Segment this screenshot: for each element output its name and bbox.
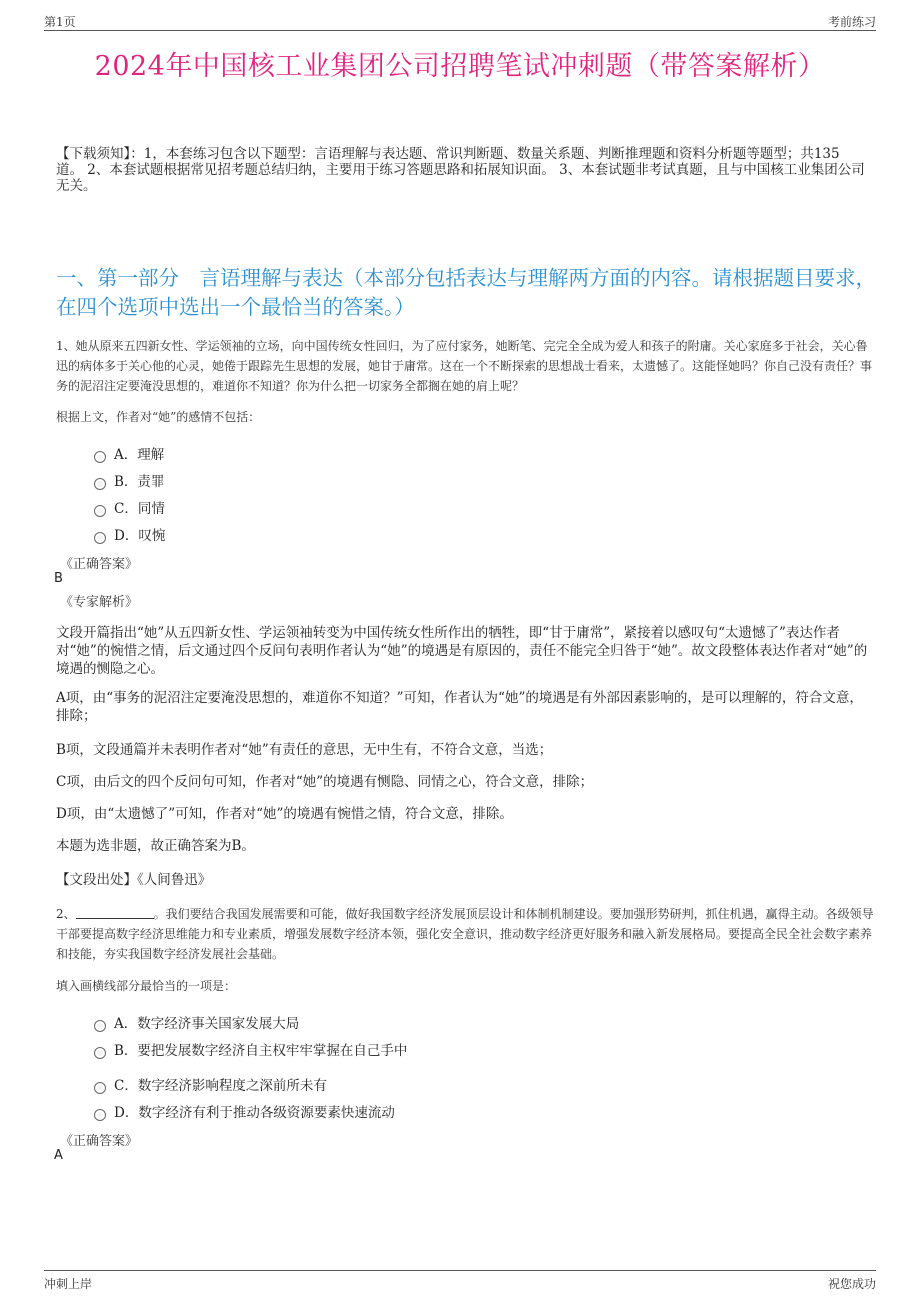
page-footer — [44, 1270, 876, 1295]
section-heading: 一、第一部分 言语理解与表达（本部分包括表达与理解两方面的内容。请根据题目要求，在四个选项中选出一个最恰当的答案。） — [56, 266, 876, 319]
header-tag: 考前练习 — [827, 15, 876, 29]
q1-analysis-d: D项，由“太遗憾了”可知，作者对“她”的境遇有惋惜之情，符合文意，排除。 — [56, 806, 513, 822]
q1-analysis-b: B项，文段通篇并未表明作者对“她”有责任的意思，无中生有，不符合文意，当选； — [56, 742, 553, 758]
radio-icon[interactable] — [94, 1047, 106, 1059]
q1-passage: 1、她从原来五四新女性、学运领袖的立场，向中国传统女性回归，为了应付家务，她断笔、完完全全成为爱人和孩子的附庸。关心家庭多于社会，关心鲁迅的病体多于关心他的心灵，她倦于跟踪先生思想的发展，她甘于庸常。这在一个不断探索的思想战士看来，太遗憾了。这能怪她吗？你自己没有责任？事务的泥沼注定要淹没思想的，难道你不知道？你为什么把一切家务全都搁在她的肩上呢？ — [56, 339, 873, 393]
q2-number: 2、 — [56, 907, 76, 921]
q1-option-d[interactable] — [94, 524, 165, 544]
q1-answer-label: 《正确答案》 — [60, 557, 139, 572]
q2-answer-label: 《正确答案》 — [60, 1134, 139, 1149]
option-label: C．同情 — [114, 501, 165, 517]
option-label: C．数字经济影响程度之深前所未有 — [114, 1078, 327, 1094]
option-label: B．要把发展数字经济自主权牢牢掌握在自己手中 — [114, 1043, 408, 1059]
radio-icon[interactable] — [94, 1109, 106, 1121]
q2-passage-text: 。我们要结合我国发展需要和可能，做好我国数字经济发展顶层设计和体制机制建设。要加强形势研判，抓住机遇，赢得主动。各级领导干部要提高数字经济思维能力和专业素质，增强发展数字经济本领，强化安全意识，推动数字经济更好服务和融入新发展格局。要提高全民全社会数字素养和技能，夯实我国数字经济发展社会基础。 — [56, 907, 874, 961]
radio-icon[interactable] — [94, 1082, 106, 1094]
q1-source: 【文段出处】《人间鲁迅》 — [56, 872, 212, 888]
q1-analysis-a: A项，由“事务的泥沼注定要淹没思想的，难道你不知道？”可知，作者认为“她”的境遇是有外部因素影响的，是可以理解的，符合文意，排除； — [56, 690, 863, 724]
q2-option-d[interactable] — [94, 1101, 395, 1121]
option-label: D．叹惋 — [114, 528, 166, 544]
q1-analysis-intro: 文段开篇指出“她”从五四新女性、学运领袖转变为中国传统女性所作出的牺牲，即“甘于庸常”，紧接着以感叹句“太遗憾了”表达作者对“她”的惋惜之情，后文通过四个反问句表明作者认为“她”的境遇是有原因的，责任不能完全归咎于“她”。故文段整体表达作者对“她”的境遇的恻隐之心。 — [56, 625, 868, 677]
option-label: D．数字经济有利于推动各级资源要素快速流动 — [114, 1105, 395, 1121]
radio-icon[interactable] — [94, 451, 106, 463]
radio-icon[interactable] — [94, 1020, 106, 1032]
q2-option-c[interactable] — [94, 1074, 327, 1094]
radio-icon[interactable] — [94, 505, 106, 517]
q1-analysis-c: C项，由后文的四个反问句可知，作者对“她”的境遇有恻隐、同情之心，符合文意，排除； — [56, 774, 594, 790]
radio-icon[interactable] — [94, 478, 106, 490]
q2-passage — [56, 904, 876, 964]
q2-option-b[interactable] — [94, 1039, 407, 1059]
q2-option-a[interactable] — [94, 1012, 299, 1032]
footer-left: 冲刺上岸 — [44, 1277, 93, 1291]
page-title: 2024年中国核工业集团公司招聘笔试冲刺题（带答案解析） — [94, 51, 826, 82]
fill-blank — [76, 907, 154, 919]
page-header — [44, 10, 876, 31]
q1-option-b[interactable] — [94, 470, 164, 490]
option-label: A．数字经济事关国家发展大局 — [114, 1016, 300, 1032]
download-notice: 【下载须知】：1，本套练习包含以下题型：言语理解与表达题、常识判断题、数量关系题、判断推理题和资料分析题等题型；共135道。 2、本套试题根据常见招考题总结归纳，主要用于练习答题思路和拓展知识面。 3、本套试题非考试真题，且与中国核工业集团公司无关。 — [56, 146, 865, 194]
option-label: A．理解 — [114, 447, 165, 463]
q1-answer: B — [54, 571, 63, 586]
footer-right: 祝您成功 — [827, 1277, 876, 1291]
page-number: 第1页 — [44, 15, 76, 29]
q2-answer: A — [54, 1148, 63, 1163]
q1-option-a[interactable] — [94, 443, 164, 463]
option-label: B．责罪 — [114, 474, 165, 490]
q1-option-c[interactable] — [94, 497, 165, 517]
q2-question: 填入画横线部分最恰当的一项是： — [56, 979, 237, 993]
radio-icon[interactable] — [94, 532, 106, 544]
q1-question: 根据上文，作者对“她”的感情不包括： — [56, 410, 261, 424]
q1-analysis-label: 《专家解析》 — [60, 595, 139, 610]
q1-analysis-conclusion: 本题为选非题，故正确答案为B。 — [56, 838, 255, 854]
